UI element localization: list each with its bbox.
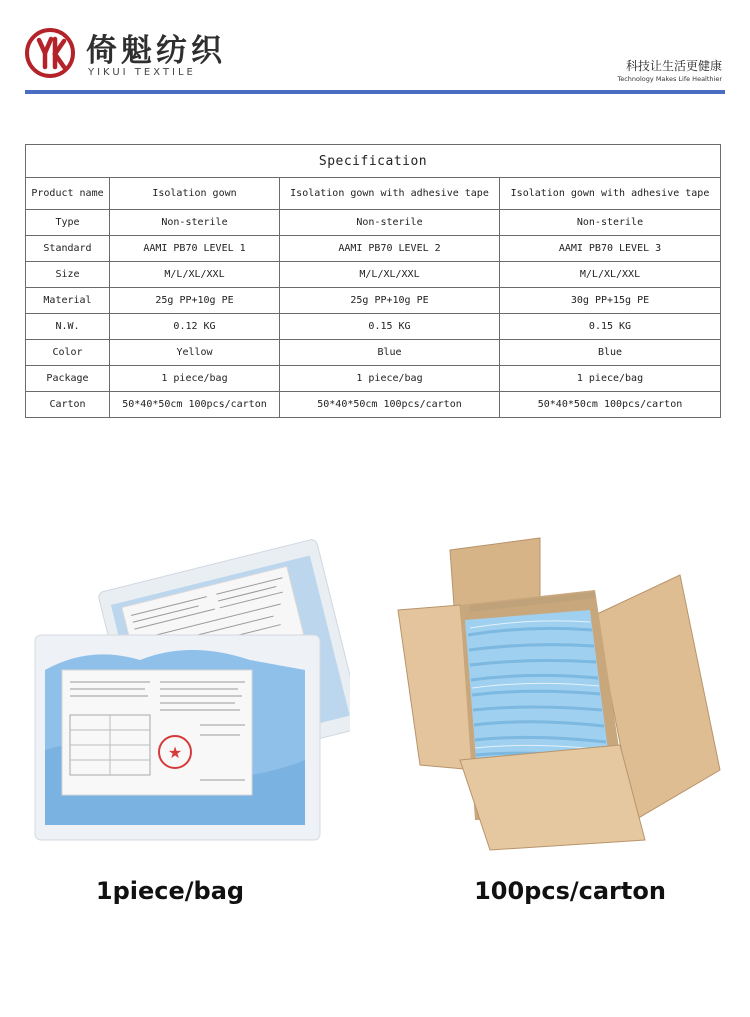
value-cell: 0.15 KG xyxy=(280,314,500,340)
row-label-cell: Type xyxy=(26,210,110,236)
value-cell: AAMI PB70 LEVEL 2 xyxy=(280,236,500,262)
brand-name-en: YIKUI TEXTILE xyxy=(88,67,196,78)
row-label-cell: N.W. xyxy=(26,314,110,340)
value-cell: Non-sterile xyxy=(500,210,721,236)
value-cell: Non-sterile xyxy=(280,210,500,236)
value-cell: 25g PP+10g PE xyxy=(280,288,500,314)
value-cell: 50*40*50cm 100pcs/carton xyxy=(500,392,721,418)
svg-text:★: ★ xyxy=(167,743,183,762)
table-row xyxy=(26,392,721,418)
value-cell: 50*40*50cm 100pcs/carton xyxy=(280,392,500,418)
value-cell: Blue xyxy=(280,340,500,366)
value-cell: Isolation gown with adhesive tape xyxy=(500,178,721,210)
value-cell: 30g PP+15g PE xyxy=(500,288,721,314)
row-label-cell: Color xyxy=(26,340,110,366)
slogan-cn: 科技让生活更健康 xyxy=(625,59,722,73)
table-title: Specification xyxy=(26,145,721,178)
row-label-cell: Carton xyxy=(26,392,110,418)
value-cell: 25g PP+10g PE xyxy=(110,288,280,314)
slogan-en: Technology Makes Life Healthier xyxy=(617,75,722,83)
value-cell: M/L/XL/XXL xyxy=(500,262,721,288)
table-row xyxy=(26,314,721,340)
table-row xyxy=(26,210,721,236)
carton-box-photo xyxy=(380,520,730,860)
value-cell: Blue xyxy=(500,340,721,366)
value-cell: 0.12 KG xyxy=(110,314,280,340)
value-cell: 1 piece/bag xyxy=(280,366,500,392)
value-cell: Non-sterile xyxy=(110,210,280,236)
value-cell: 0.15 KG xyxy=(500,314,721,340)
value-cell: Isolation gown with adhesive tape xyxy=(280,178,500,210)
value-cell: 50*40*50cm 100pcs/carton xyxy=(110,392,280,418)
row-label-cell: Material xyxy=(26,288,110,314)
value-cell: AAMI PB70 LEVEL 3 xyxy=(500,236,721,262)
value-cell: M/L/XL/XXL xyxy=(280,262,500,288)
row-label-cell: Size xyxy=(26,262,110,288)
table-row xyxy=(26,236,721,262)
brand-name-cn: 倚魁纺织 xyxy=(86,33,226,69)
yikui-logo-icon xyxy=(24,27,76,79)
table-row xyxy=(26,178,721,210)
bagged-gowns-photo xyxy=(20,520,350,860)
table-row xyxy=(26,288,721,314)
value-cell: 1 piece/bag xyxy=(500,366,721,392)
row-label-cell: Package xyxy=(26,366,110,392)
table-row xyxy=(26,366,721,392)
header-divider xyxy=(25,90,725,94)
specification-table xyxy=(25,144,721,418)
row-label-cell: Standard xyxy=(26,236,110,262)
caption-per-carton: 100pcs/carton xyxy=(474,877,666,905)
value-cell: Yellow xyxy=(110,340,280,366)
value-cell: Isolation gown xyxy=(110,178,280,210)
value-cell: AAMI PB70 LEVEL 1 xyxy=(110,236,280,262)
table-row xyxy=(26,340,721,366)
page-header xyxy=(0,0,750,98)
value-cell: M/L/XL/XXL xyxy=(110,262,280,288)
value-cell: 1 piece/bag xyxy=(110,366,280,392)
table-row xyxy=(26,262,721,288)
caption-per-bag: 1piece/bag xyxy=(95,877,245,905)
row-label-cell: Product name xyxy=(26,178,110,210)
